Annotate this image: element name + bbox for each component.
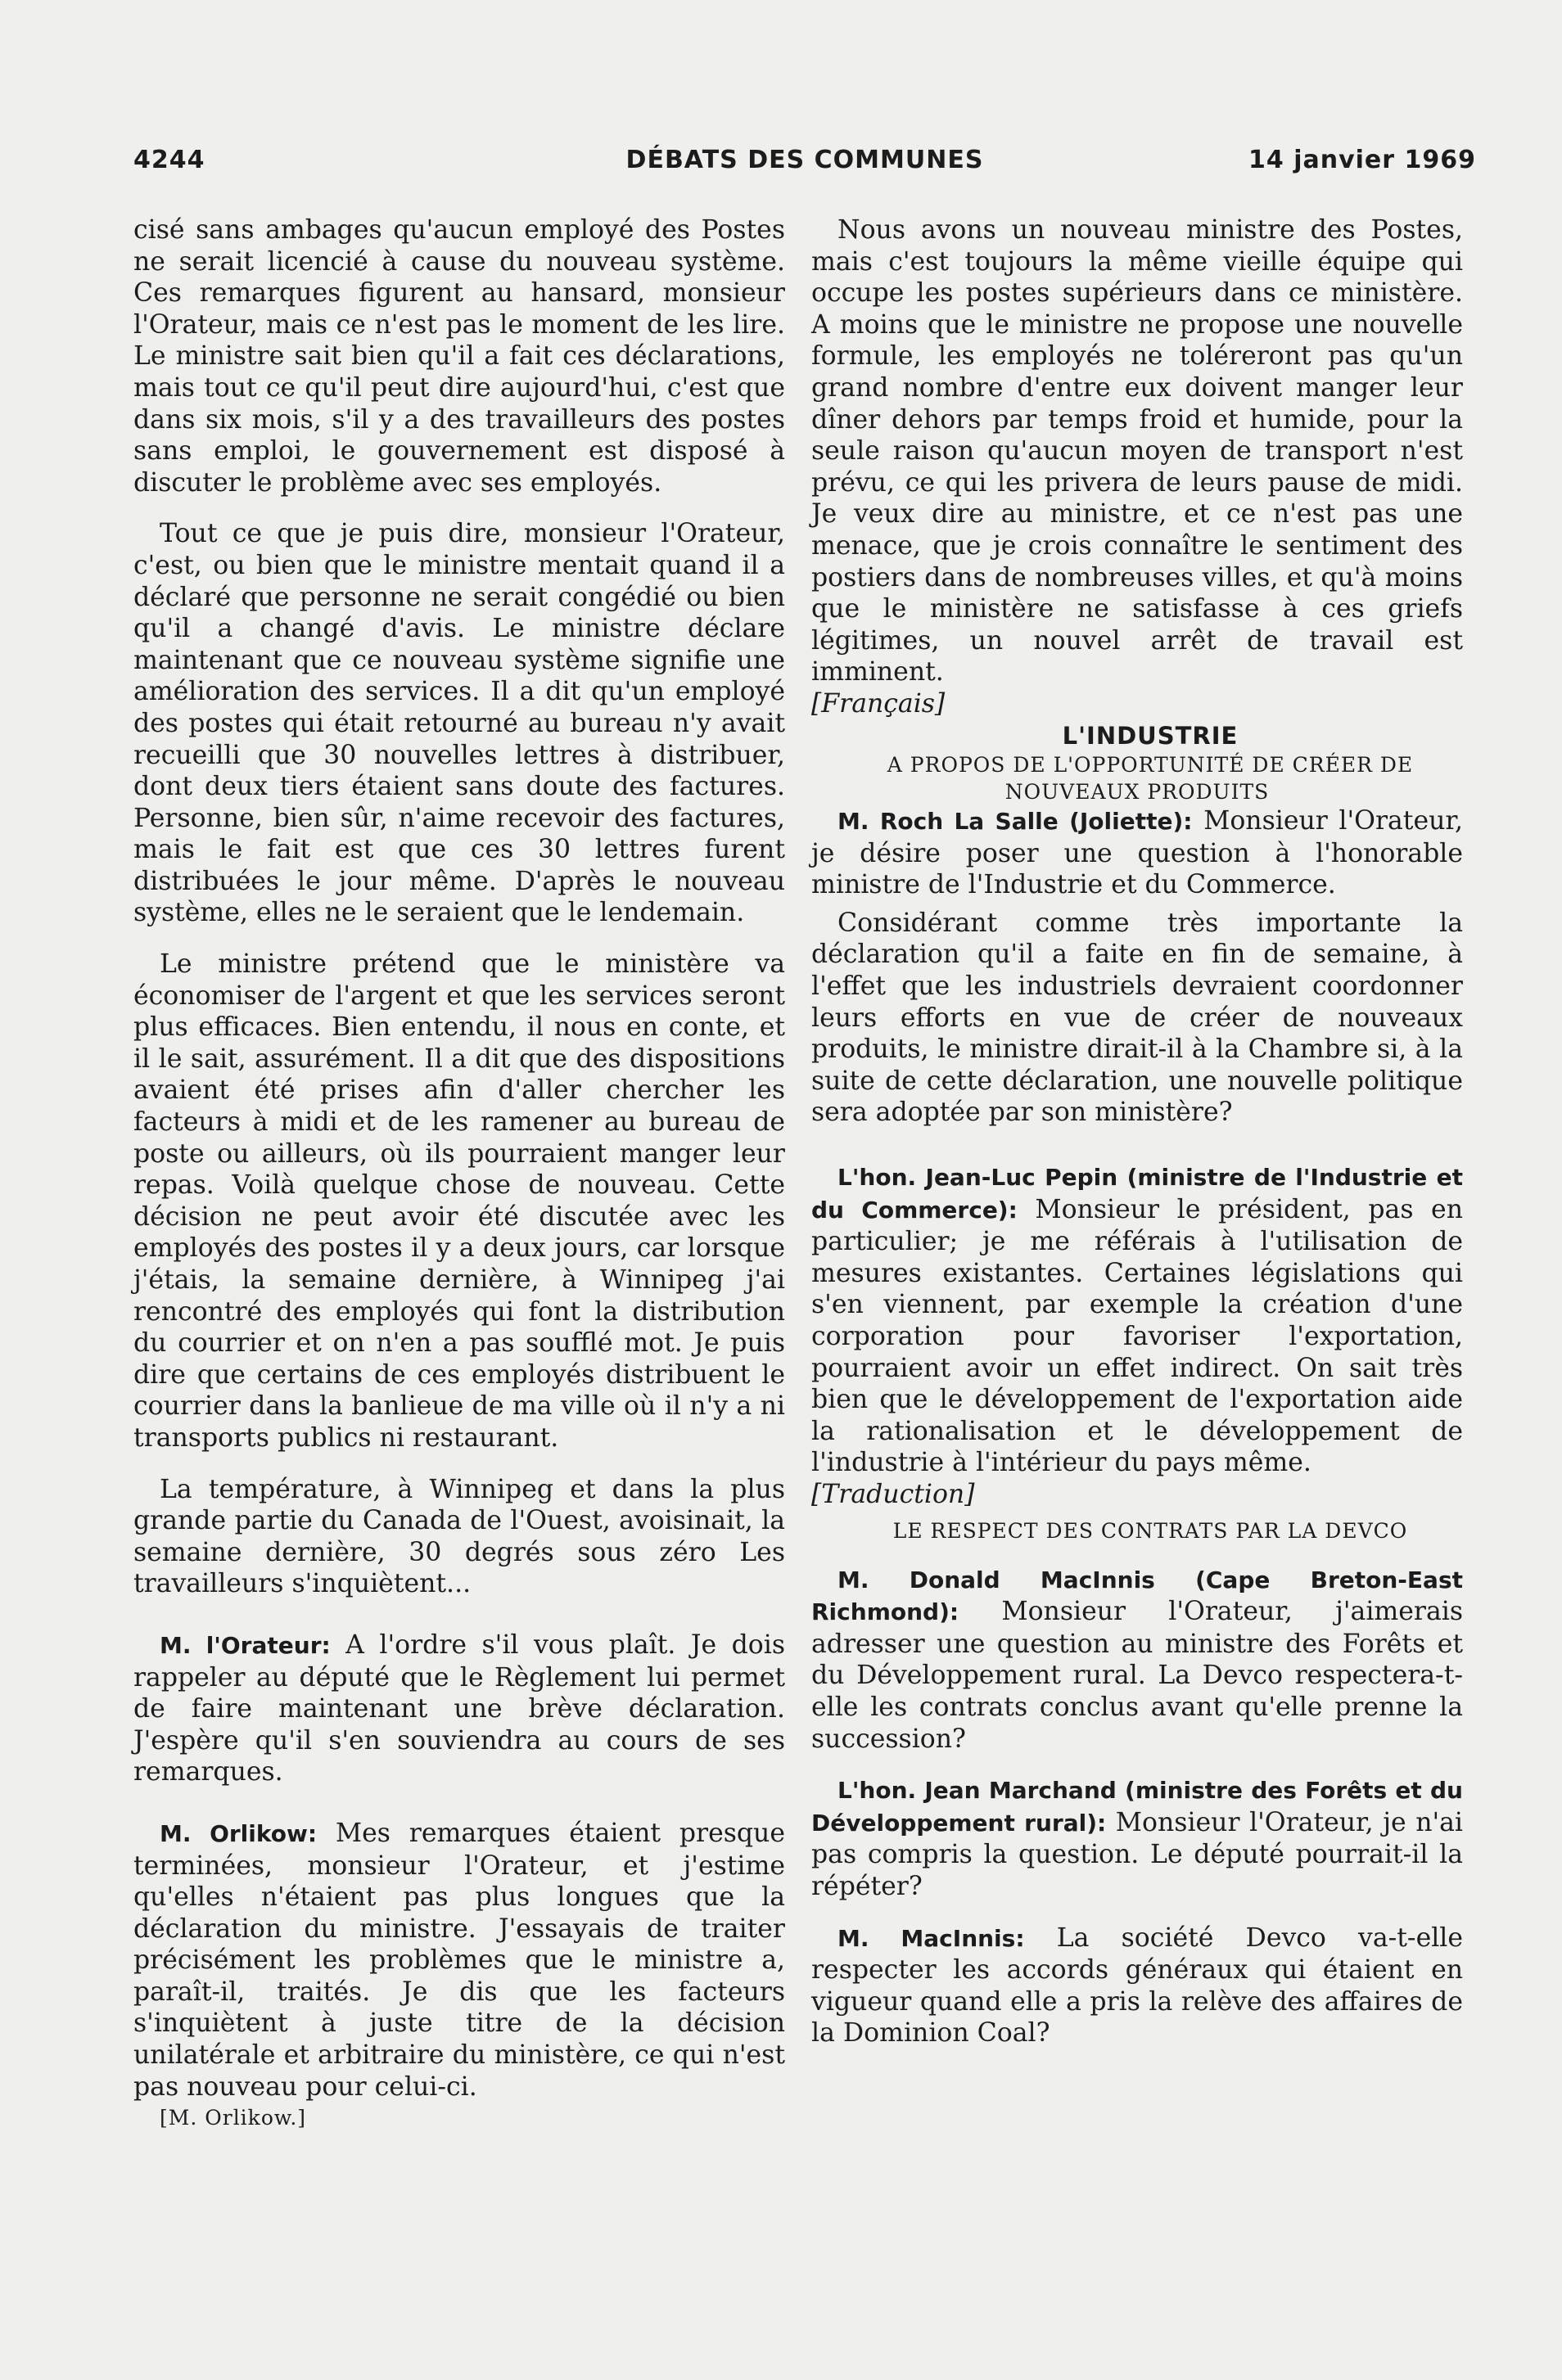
- speech-text: A l'ordre s'il vous plaît. Je dois rappeler au député que le Règlement lui permet de faire maintenant une brève déclaration. J'espère qu'il s'en souviendra au cours de ses remarques.: [133, 1629, 785, 1787]
- page-date: 14 janvier 1969: [1248, 146, 1476, 174]
- paragraph: Tout ce que je puis dire, monsieur l'Orateur, c'est, ou bien que le ministre mentait quand il a déclaré que personne ne serait congédié ou bien qu'il a changé d'avis. Le ministre déclare maintenant que ce nouveau système signifie une amélioration des services. Il a dit qu'un employé des postes qui était retourné au bureau n'y avait recueilli que 30 nouvelles lettres à distribuer, dont deux tiers étaient sans doute des factures. Personne, bien sûr, n'aime recevoir des factures, mais le fait est que ces 30 lettres furent distribuées le jour même. D'après le nouveau système, elles ne le seraient que le lendemain.: [133, 519, 785, 928]
- paragraph: cisé sans ambages qu'aucun employé des Postes ne serait licencié à cause du nouveau système. Ces remarques figurent au hansard, monsieur l'Orateur, mais ce n'est pas le moment de les lire. Le ministre sait bien qu'il a fait ces déclarations, mais tout ce qu'il peut dire aujourd'hui, c'est que dans six mois, s'il y a des travailleurs des postes sans emploi, le gouvernement est disposé à discuter le problème avec ses employés.: [133, 215, 785, 498]
- speech-text: La société Devco va-t-elle respecter les accords généraux qui étaient en vigueur quand elle a pris la relève des affaires de la Dominion Coal?: [811, 1922, 1463, 2049]
- speaker-name: M. Donald MacInnis (Cape Breton-East Richmond):: [811, 1566, 1463, 1626]
- paragraph: La température, à Winnipeg et dans la plus grande partie du Canada de l'Ouest, avoisinait, la semaine dernière, 30 degrés sous zéro Les travailleurs s'inquiètent...: [133, 1474, 785, 1599]
- subsection-heading: LE RESPECT DES CONTRATS PAR LA DEVCO: [892, 1518, 1408, 1543]
- speaker-name: L'hon. Jean-Luc Pepin (ministre de l'Industrie et du Commerce):: [811, 1164, 1463, 1224]
- paragraph: Considérant comme très importante la déclaration qu'il a faite en fin de semaine, à l'effet que les industriels devraient coordonner leurs efforts en vue de créer de nouveaux produits, le ministre dirait-il à la Chambre si, à la suite de cette déclaration, une nouvelle politique sera adoptée par son ministère?: [811, 908, 1463, 1128]
- speech: [811, 1774, 1463, 1902]
- speech: [133, 1629, 785, 1788]
- paragraph: Le ministre prétend que le ministère va économiser de l'argent et que les services seront plus efficaces. Bien entendu, il nous en conte, et il le sait, assurément. Il a dit que des dispositions avaient été prises afin d'aller chercher les facteurs à midi et de les ramener au bureau de poste ou ailleurs, où ils pourraient manger leur repas. Voilà quelque chose de nouveau. Cette décision ne peut avoir été discutée avec les employés des postes il y a deux jours, car lorsque j'étais, la semaine dernière, à Winnipeg j'ai rencontré des employés qui font la distribution du courrier et on n'en a pas soufflé mot. Je puis dire que certains de ces employés distribuent le courrier dans la banlieue de ma ville où il n'y a ni transports publics ni restaurant.: [133, 949, 785, 1453]
- speaker-name: M. Orlikow:: [160, 1819, 318, 1847]
- speech-text: Monsieur l'Orateur, je n'ai pas compris la question. Le député pourrait-il la répéter?: [811, 1807, 1464, 1901]
- language-marker: [Français]: [811, 688, 946, 719]
- left-column: [133, 214, 785, 2134]
- speech: [811, 1922, 1463, 2049]
- speech-text: Mes remarques étaient presque terminées, monsieur l'Orateur, et j'estime qu'elles n'étaient pas plus longues que la déclaration du ministre. J'essayais de traiter précisément les problèmes que le ministre a, paraît-il, traités. Je dis que les facteurs s'inquiètent à juste titre de la décision unilatérale et arbitraire du ministère, ce qui n'est pas nouveau pour celui-ci.: [133, 1818, 785, 2102]
- speech-text: Monsieur l'Orateur, j'aimerais adresser une question au ministre des Forêts et du Développement rural. La Devco respectera-t-elle les contrats conclus avant qu'elle prenne la succession?: [811, 1597, 1463, 1754]
- speaker-name: M. Roch La Salle (Joliette):: [837, 808, 1193, 836]
- speaker-note: [M. Orlikow.]: [160, 2106, 307, 2130]
- page-title: DÉBATS DES COMMUNES: [625, 146, 984, 174]
- speaker-name: M. MacInnis:: [837, 1924, 1025, 1952]
- speaker-name: M. l'Orateur:: [160, 1631, 331, 1659]
- speech: [811, 1564, 1463, 1756]
- speaker-name: L'hon. Jean Marchand (ministre des Forêts et du Développement rural):: [811, 1777, 1463, 1837]
- page-number: 4244: [133, 146, 205, 174]
- speech: [133, 1818, 785, 2103]
- speech: [811, 1161, 1463, 1479]
- speech-text: Monsieur le président, pas en particulier; je me référais à l'utilisation de mesures existantes. Certaines législations qui s'en viennent, par exemple la création d'une corporation pour favoriser l'exportation, pourraient avoir un effet indirect. On sait très bien que le développement de l'exportation aide la rationalisation et le développement de l'industrie à l'intérieur du pays même.: [811, 1194, 1463, 1478]
- speech: [811, 805, 1463, 901]
- right-column: [811, 214, 1463, 2049]
- paragraph: Nous avons un nouveau ministre des Postes, mais c'est toujours la même vieille équipe qui occupe les postes supérieurs dans ce ministère. A moins que le ministre ne propose une nouvelle formule, les employés ne toléreront pas qu'un grand nombre d'entre eux doivent manger leur dîner dehors par temps froid et humide, pour la seule raison qu'aucun moyen de transport n'est prévu, ce qui les privera de leurs pause de midi. Je veux dire au ministre, et ce n'est pas une menace, que je crois connaître le sentiment des postiers dans de nombreuses villes, et qu'à moins que le ministère ne satisfasse à ces griefs légitimes, un nouvel arrêt de travail est imminent.: [811, 215, 1463, 687]
- subsection-heading: A PROPOS DE L'OPPORTUNITÉ DE CRÉER DE NOUVEAUX PRODUITS: [887, 753, 1414, 805]
- section-heading: L'INDUSTRIE: [1062, 721, 1239, 750]
- language-marker: [Traduction]: [811, 1479, 975, 1509]
- speech-text: Monsieur l'Orateur, je désire poser une question à l'honorable ministre de l'Industrie et du Commerce.: [811, 806, 1463, 900]
